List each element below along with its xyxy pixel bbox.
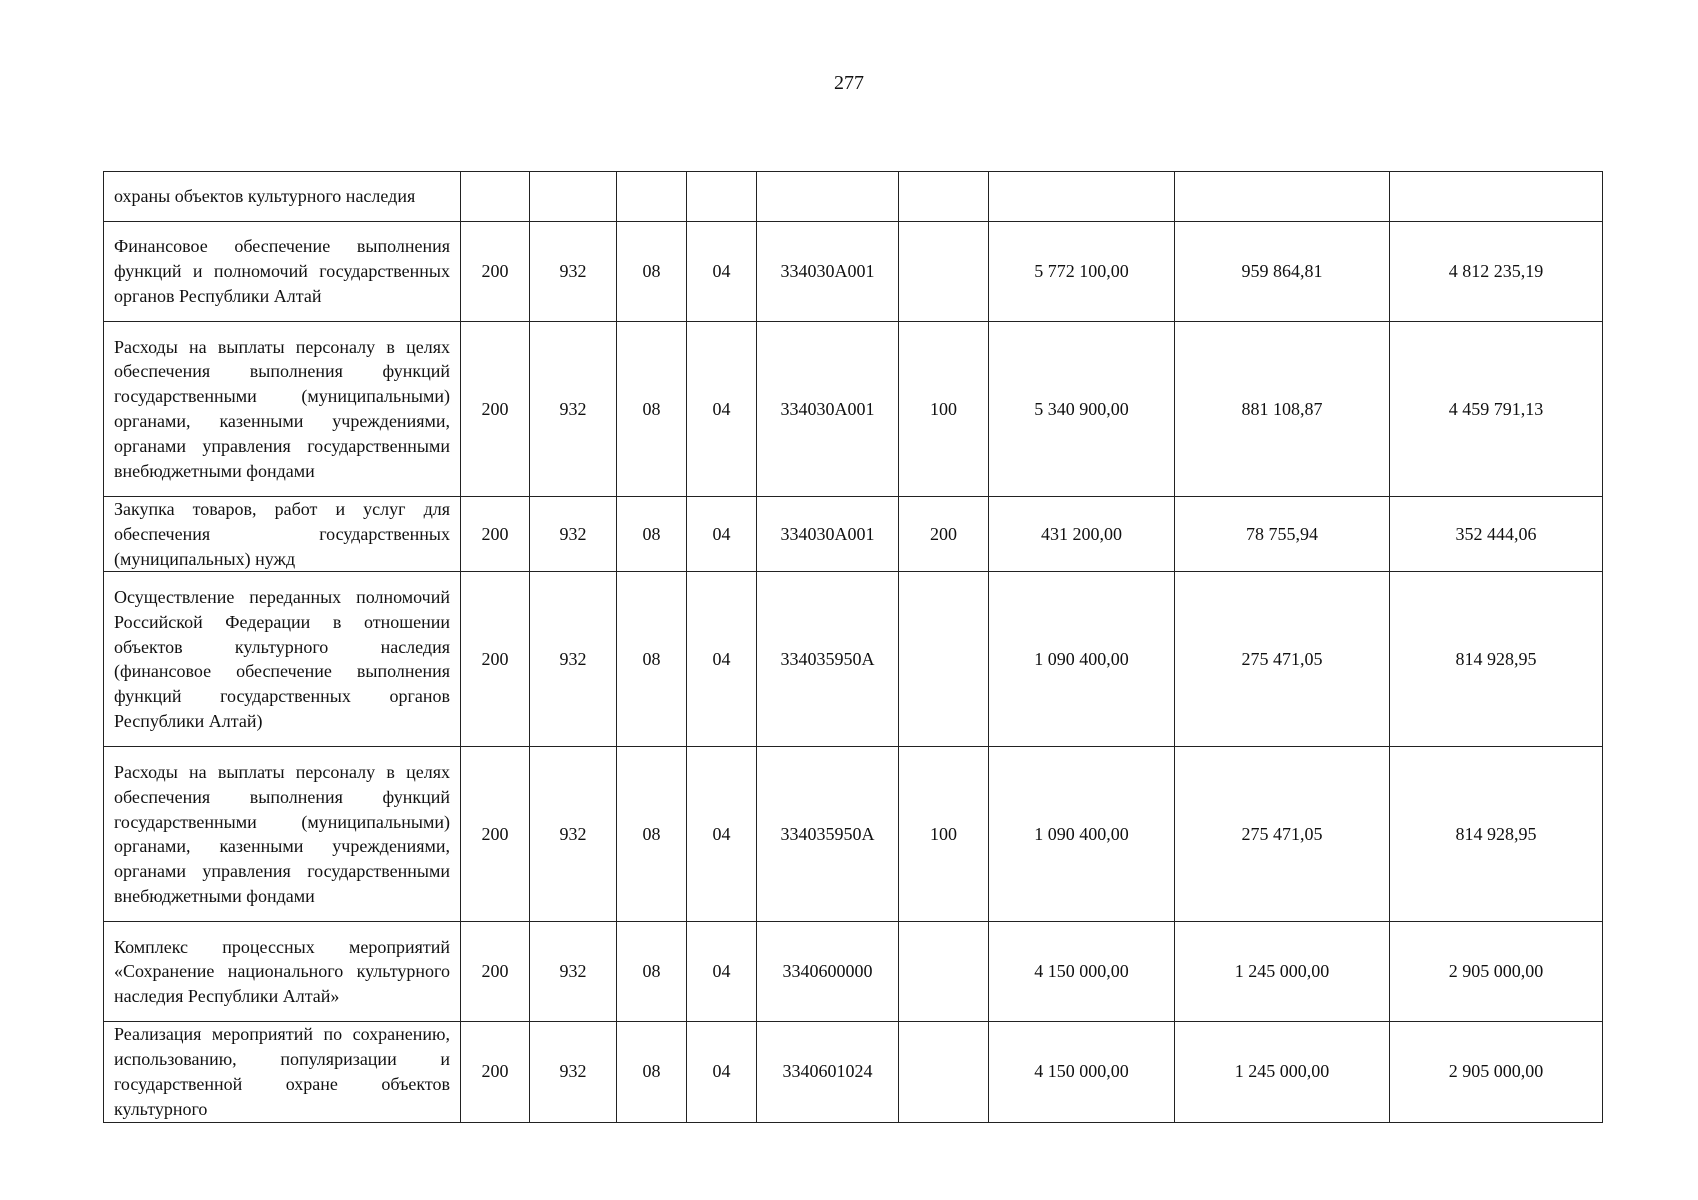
cell-executed xyxy=(1175,172,1390,222)
cell-plan xyxy=(989,172,1175,222)
cell-expense-type: 100 xyxy=(899,322,989,497)
cell-executed: 1 245 000,00 xyxy=(1175,922,1390,1022)
cell-subsection xyxy=(687,172,757,222)
cell-subsection: 04 xyxy=(687,922,757,1022)
row-description: охраны объектов культурного наследия xyxy=(104,172,461,222)
row-description: Реализация мероприятий по сохранению, использованию, популяризации и государственной охране объектов культурного xyxy=(104,1022,461,1122)
table-row xyxy=(104,922,1603,1022)
cell-expense-type xyxy=(899,222,989,322)
table-row xyxy=(104,747,1603,922)
cell-plan: 431 200,00 xyxy=(989,497,1175,572)
cell-admin-code xyxy=(461,172,530,222)
table-row xyxy=(104,322,1603,497)
cell-plan: 5 772 100,00 xyxy=(989,222,1175,322)
cell-ministry-code xyxy=(530,172,617,222)
cell-subsection: 04 xyxy=(687,572,757,747)
cell-admin-code: 200 xyxy=(461,747,530,922)
cell-ministry-code: 932 xyxy=(530,1022,617,1122)
cell-target-code: 334030А001 xyxy=(757,222,899,322)
cell-remainder: 352 444,06 xyxy=(1390,497,1603,572)
cell-plan: 4 150 000,00 xyxy=(989,922,1175,1022)
cell-section: 08 xyxy=(617,922,687,1022)
cell-admin-code: 200 xyxy=(461,497,530,572)
cell-executed: 881 108,87 xyxy=(1175,322,1390,497)
cell-executed: 275 471,05 xyxy=(1175,572,1390,747)
cell-section: 08 xyxy=(617,1022,687,1122)
cell-ministry-code: 932 xyxy=(530,497,617,572)
cell-expense-type xyxy=(899,1022,989,1122)
table-row xyxy=(104,222,1603,322)
cell-remainder: 814 928,95 xyxy=(1390,572,1603,747)
cell-subsection: 04 xyxy=(687,1022,757,1122)
cell-section: 08 xyxy=(617,222,687,322)
cell-executed: 1 245 000,00 xyxy=(1175,1022,1390,1122)
cell-remainder: 4 812 235,19 xyxy=(1390,222,1603,322)
cell-admin-code: 200 xyxy=(461,322,530,497)
cell-subsection: 04 xyxy=(687,747,757,922)
cell-ministry-code: 932 xyxy=(530,222,617,322)
cell-expense-type: 100 xyxy=(899,747,989,922)
cell-expense-type xyxy=(899,572,989,747)
cell-plan: 5 340 900,00 xyxy=(989,322,1175,497)
cell-expense-type xyxy=(899,172,989,222)
cell-target-code: 334030А001 xyxy=(757,497,899,572)
row-description: Расходы на выплаты персоналу в целях обеспечения выполнения функций государственными (муниципальными) органами, казенными учреждениями, органами управления государственными внебюджетными фондами xyxy=(104,322,461,497)
row-description: Финансовое обеспечение выполнения функций и полномочий государственных органов Республики Алтай xyxy=(104,222,461,322)
cell-subsection: 04 xyxy=(687,222,757,322)
table-row xyxy=(104,572,1603,747)
cell-target-code: 3340601024 xyxy=(757,1022,899,1122)
cell-subsection: 04 xyxy=(687,322,757,497)
cell-remainder: 2 905 000,00 xyxy=(1390,922,1603,1022)
cell-executed: 275 471,05 xyxy=(1175,747,1390,922)
cell-ministry-code: 932 xyxy=(530,572,617,747)
table-row xyxy=(104,497,1603,572)
table-row xyxy=(104,172,1603,222)
cell-target-code: 334030А001 xyxy=(757,322,899,497)
cell-admin-code: 200 xyxy=(461,222,530,322)
row-description: Закупка товаров, работ и услуг для обеспечения государственных (муниципальных) нужд xyxy=(104,497,461,572)
cell-ministry-code: 932 xyxy=(530,322,617,497)
cell-section xyxy=(617,172,687,222)
cell-subsection: 04 xyxy=(687,497,757,572)
cell-section: 08 xyxy=(617,572,687,747)
table-row xyxy=(104,1022,1603,1122)
cell-section: 08 xyxy=(617,747,687,922)
cell-admin-code: 200 xyxy=(461,572,530,747)
cell-remainder: 814 928,95 xyxy=(1390,747,1603,922)
cell-remainder xyxy=(1390,172,1603,222)
row-description: Осуществление переданных полномочий Российской Федерации в отношении объектов культурного наследия (финансовое обеспечение выполнения функций государственных органов Республики Алтай) xyxy=(104,572,461,747)
budget-table xyxy=(103,171,1603,1123)
cell-expense-type: 200 xyxy=(899,497,989,572)
row-description: Комплекс процессных мероприятий «Сохранение национального культурного наследия Республики Алтай» xyxy=(104,922,461,1022)
page-number: 277 xyxy=(834,72,864,94)
cell-remainder: 2 905 000,00 xyxy=(1390,1022,1603,1122)
cell-admin-code: 200 xyxy=(461,922,530,1022)
cell-remainder: 4 459 791,13 xyxy=(1390,322,1603,497)
cell-ministry-code: 932 xyxy=(530,922,617,1022)
cell-admin-code: 200 xyxy=(461,1022,530,1122)
cell-executed: 78 755,94 xyxy=(1175,497,1390,572)
cell-section: 08 xyxy=(617,322,687,497)
cell-plan: 1 090 400,00 xyxy=(989,572,1175,747)
cell-plan: 1 090 400,00 xyxy=(989,747,1175,922)
row-description: Расходы на выплаты персоналу в целях обеспечения выполнения функций государственными (муниципальными) органами, казенными учреждениями, органами управления государственными внебюджетными фондами xyxy=(104,747,461,922)
cell-target-code xyxy=(757,172,899,222)
cell-target-code: 334035950А xyxy=(757,572,899,747)
cell-target-code: 334035950А xyxy=(757,747,899,922)
cell-target-code: 3340600000 xyxy=(757,922,899,1022)
cell-ministry-code: 932 xyxy=(530,747,617,922)
cell-plan: 4 150 000,00 xyxy=(989,1022,1175,1122)
cell-expense-type xyxy=(899,922,989,1022)
cell-section: 08 xyxy=(617,497,687,572)
cell-executed: 959 864,81 xyxy=(1175,222,1390,322)
